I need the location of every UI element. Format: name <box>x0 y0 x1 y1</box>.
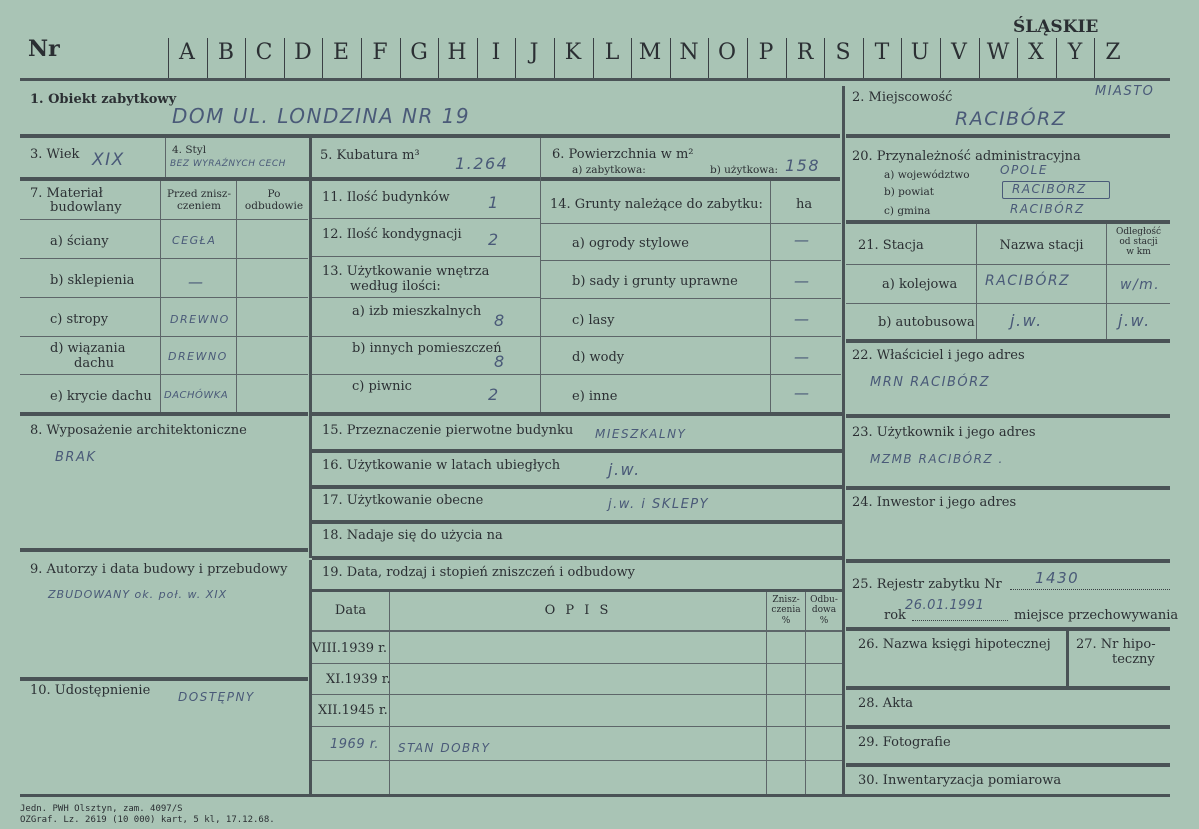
value-area-used: 158 <box>785 156 821 175</box>
value-vaults: — <box>188 273 205 291</box>
index-letter: U <box>910 40 930 65</box>
index-letter: R <box>796 40 814 65</box>
label-material: 7. Materiał <box>30 186 103 201</box>
value-ceilings: DREWNO <box>170 313 230 326</box>
rule <box>20 412 308 416</box>
print-info: Jedn. PWH Olsztyn, zam. 4097/S <box>20 804 183 814</box>
value-orchards: — <box>794 272 811 290</box>
rule <box>20 677 308 681</box>
value-volume: 1.264 <box>455 154 509 173</box>
value-gardens: — <box>794 231 811 249</box>
divider <box>1066 630 1069 686</box>
rule <box>846 725 1170 729</box>
label-ceilings: c) stropy <box>50 312 109 327</box>
label-commune: c) gmina <box>884 205 931 217</box>
rule <box>846 627 1170 631</box>
date-3: XII.1945 r. <box>318 703 388 718</box>
value-waters: — <box>794 348 811 366</box>
rule <box>846 559 1170 563</box>
label-damage: 19. Data, rodzaj i stopień zniszczeń i odbudowy <box>322 565 636 580</box>
value-access: DOSTĘPNY <box>178 690 255 704</box>
label-roof-truss-2: dachu <box>74 356 115 371</box>
rule <box>312 449 842 453</box>
label-object: 1. Obiekt zabytkowy <box>30 92 177 107</box>
label-before-2: czeniem <box>177 200 221 212</box>
label-county: b) powiat <box>884 186 935 198</box>
divider <box>165 138 166 177</box>
rule <box>312 520 842 524</box>
label-area: 6. Powierzchnia w m² <box>552 147 694 162</box>
rule <box>312 218 540 219</box>
index-letter: N <box>679 40 699 65</box>
value-original-use: MIESZKALNY <box>595 427 687 441</box>
value-place: RACIBÓRZ <box>955 108 1067 130</box>
value-user: MZMB RACIBÓRZ . <box>870 452 1004 466</box>
rule <box>20 177 840 181</box>
label-orchards: b) sady i grunty uprawne <box>572 274 738 289</box>
rule <box>312 412 842 416</box>
index-letter: G <box>410 40 428 65</box>
label-style: 4. Styl <box>172 144 207 156</box>
index-letter: B <box>217 40 235 65</box>
label-register: 25. Rejestr zabytku Nr <box>852 577 1002 592</box>
rule <box>312 374 540 375</box>
label-gardens: a) ogrody stylowe <box>572 236 689 251</box>
index-letter: P <box>758 40 774 65</box>
value-forests: — <box>794 310 811 328</box>
label-original-use: 15. Przeznaczenie pierwotne budynku <box>322 423 574 438</box>
label-storeys: 12. Ilość kondygnacji <box>322 227 462 242</box>
value-register: 1430 <box>1035 569 1080 587</box>
label-forests: c) lasy <box>572 313 615 328</box>
rule <box>846 134 1170 138</box>
value-bus-station: j.w. <box>1010 311 1043 330</box>
value-current-use: j.w. i SKLEPY <box>608 497 710 512</box>
rule <box>312 630 842 632</box>
col-damage-3: % <box>781 616 791 626</box>
divider-right <box>842 86 845 796</box>
value-commune: RACIBÓRZ <box>1010 202 1085 216</box>
value-century: XIX <box>92 150 125 170</box>
label-authors: 9. Autorzy i data budowy i przebudowy <box>30 562 288 577</box>
rule <box>20 219 308 220</box>
rule <box>846 303 1170 304</box>
value-county: RACIBÓRZ <box>1012 182 1087 196</box>
rule <box>20 336 308 337</box>
rule <box>312 663 842 664</box>
index-letter: J <box>529 40 539 65</box>
label-buildings: 11. Ilość budynków <box>322 190 450 205</box>
rule <box>846 264 1170 265</box>
value-walls: CEGŁA <box>172 234 217 247</box>
label-rail: a) kolejowa <box>882 277 958 292</box>
bottom-rule <box>20 794 1170 797</box>
rule <box>312 589 842 592</box>
label-year: rok <box>884 608 906 623</box>
rule <box>312 485 842 489</box>
label-roof-truss: d) wiązania <box>50 341 126 356</box>
index-letter: O <box>717 40 737 65</box>
value-roof-truss: DREWNO <box>168 350 228 363</box>
label-cellars: c) piwnic <box>352 379 412 394</box>
value-cellars: 2 <box>488 385 500 404</box>
rule <box>846 414 1170 418</box>
value-equipment: BRAK <box>55 450 97 465</box>
value-owner: MRN RACIBÓRZ <box>870 375 991 390</box>
index-letter: F <box>372 40 388 65</box>
label-survey: 30. Inwentaryzacja pomiarowa <box>858 773 1062 788</box>
label-ha: ha <box>796 197 813 212</box>
date-1: VIII.1939 r. <box>312 641 388 656</box>
rule <box>541 260 841 261</box>
col-damage-2: czenia <box>771 605 801 615</box>
row4-description: STAN DOBRY <box>398 741 491 755</box>
label-photos: 29. Fotografie <box>858 735 951 750</box>
register-line <box>1010 589 1170 590</box>
label-land-book: 26. Nazwa księgi hipotecznej <box>858 637 1051 652</box>
value-other-rooms: 8 <box>494 352 506 371</box>
rule <box>541 298 841 299</box>
label-investor: 24. Inwestor i jego adres <box>852 495 1017 510</box>
value-past-use: j.w. <box>608 460 641 479</box>
header-rule <box>20 78 1170 81</box>
rule <box>20 374 308 375</box>
value-authors: ZBUDOWANY ok. poł. w. XIX <box>48 588 228 601</box>
label-interior-2: według ilości: <box>350 279 441 294</box>
index-letter: H <box>447 40 467 65</box>
label-interior: 13. Użytkowanie wnętrza <box>322 264 490 279</box>
value-bus-distance: j.w. <box>1118 311 1151 330</box>
col-date: Data <box>334 603 367 618</box>
value-rail-distance: w/m. <box>1120 277 1161 293</box>
value-rooms: 8 <box>494 311 506 330</box>
label-admin: 20. Przynależność administracyjna <box>852 149 1081 164</box>
rule <box>846 763 1170 767</box>
value-other: — <box>794 384 811 402</box>
index-letter: X <box>1028 40 1044 65</box>
label-past-use: 16. Użytkowanie w latach ubiegłych <box>322 458 561 473</box>
index-letter: C <box>255 40 273 65</box>
index-letter: V <box>951 40 967 65</box>
value-rail-station: RACIBÓRZ <box>985 273 1071 289</box>
label-waters: d) wody <box>572 350 625 365</box>
rule <box>20 134 840 138</box>
value-object: DOM UL. LONDZINA NR 19 <box>172 104 471 128</box>
col-rebuild-2: dowa <box>811 605 837 615</box>
rule <box>20 297 308 298</box>
index-letter: I <box>491 40 501 65</box>
index-letter: E <box>332 40 350 65</box>
value-style: BEZ WYRAŹNYCH CECH <box>170 159 286 169</box>
label-other: e) inne <box>572 389 618 404</box>
rule <box>312 256 540 257</box>
label-roofing: e) krycie dachu <box>50 389 152 404</box>
rule <box>312 297 540 298</box>
label-mortgage-no-2: teczny <box>1112 652 1155 667</box>
label-after-2: odbudowie <box>244 200 304 212</box>
index-letter: D <box>294 40 312 65</box>
label-current-use: 17. Użytkowanie obecne <box>322 493 484 508</box>
rule <box>20 548 308 552</box>
label-grounds: 14. Grunty należące do zabytku: <box>550 197 763 212</box>
rule <box>846 686 1170 690</box>
value-year: 26.01.1991 <box>905 598 985 613</box>
index-letter: A <box>179 40 195 65</box>
rule <box>846 339 1170 343</box>
rule <box>312 336 540 337</box>
label-after: Po <box>267 188 281 200</box>
year-line <box>912 620 1008 621</box>
label-walls: a) ściany <box>50 234 109 249</box>
label-access: 10. Udostępnienie <box>30 683 151 698</box>
label-storage: miejsce przechowywania <box>1014 608 1179 623</box>
label-files: 28. Akta <box>858 696 914 711</box>
label-place: 2. Miejscowość <box>852 90 953 105</box>
index-letter: M <box>638 40 662 65</box>
label-voivodeship: a) województwo <box>884 169 970 181</box>
nr-label: Nr <box>28 36 60 62</box>
label-area-historic: a) zabytkowa: <box>572 164 646 176</box>
date-4: 1969 r. <box>330 737 379 752</box>
label-distance: Odległość <box>1115 227 1162 237</box>
rule <box>312 556 842 560</box>
label-owner: 22. Właściciel i jego adres <box>852 348 1025 363</box>
value-voivodeship: OPOLE <box>1000 163 1048 177</box>
value-storeys: 2 <box>488 230 500 249</box>
label-area-used: b) użytkowa: <box>710 164 779 176</box>
index-letter: W <box>986 40 1010 65</box>
label-before: Przed znisz- <box>166 188 231 200</box>
rule <box>20 258 308 259</box>
label-material-2: budowlany <box>50 200 122 215</box>
rule <box>312 694 842 695</box>
divider <box>770 181 771 413</box>
value-miasto: MIASTO <box>1095 84 1155 99</box>
label-mortgage-no: 27. Nr hipo- <box>1076 637 1156 652</box>
label-bus: b) autobusowa <box>878 315 975 330</box>
print-info-2: OZGraf. Lz. 2619 (10 000) kart, 5 kl, 17.12.68. <box>20 815 275 825</box>
index-letter: Y <box>1067 40 1083 65</box>
rule <box>846 220 1170 224</box>
label-user: 23. Użytkownik i jego adres <box>852 425 1036 440</box>
label-volume: 5. Kubatura m³ <box>320 148 420 163</box>
label-station-name: Nazwa stacji <box>999 238 1084 253</box>
rule <box>312 760 842 761</box>
label-suitable: 18. Nadaje się do użycia na <box>322 528 503 543</box>
rule <box>541 223 841 224</box>
index-letter: L <box>604 40 620 65</box>
rule <box>541 336 841 337</box>
label-station: 21. Stacja <box>858 238 924 253</box>
label-vaults: b) sklepienia <box>50 273 135 288</box>
index-letter: T <box>874 40 890 65</box>
rule <box>312 726 842 727</box>
label-distance-2: od stacji <box>1119 237 1158 247</box>
index-letter: Z <box>1105 40 1121 65</box>
label-other-rooms: b) innych pomieszczeń <box>352 341 502 356</box>
region-stamp: ŚLĄSKIE <box>1013 17 1099 37</box>
label-distance-3: w km <box>1126 247 1151 257</box>
col-rebuild: Odbu- <box>810 595 838 605</box>
col-description: O P I S <box>544 603 612 618</box>
index-letter: K <box>564 40 582 65</box>
label-century: 3. Wiek <box>30 147 80 162</box>
rule <box>846 486 1170 490</box>
label-rooms: a) izb mieszkalnych <box>352 304 482 319</box>
index-letter: S <box>835 40 851 65</box>
date-2: XI.1939 r. <box>326 672 391 687</box>
col-rebuild-3: % <box>819 616 829 626</box>
value-roofing: DACHÓWKA <box>164 390 229 401</box>
label-equipment: 8. Wyposażenie architektoniczne <box>30 423 247 438</box>
col-damage: Znisz- <box>772 595 800 605</box>
rule <box>541 374 841 375</box>
value-buildings: 1 <box>488 193 500 212</box>
